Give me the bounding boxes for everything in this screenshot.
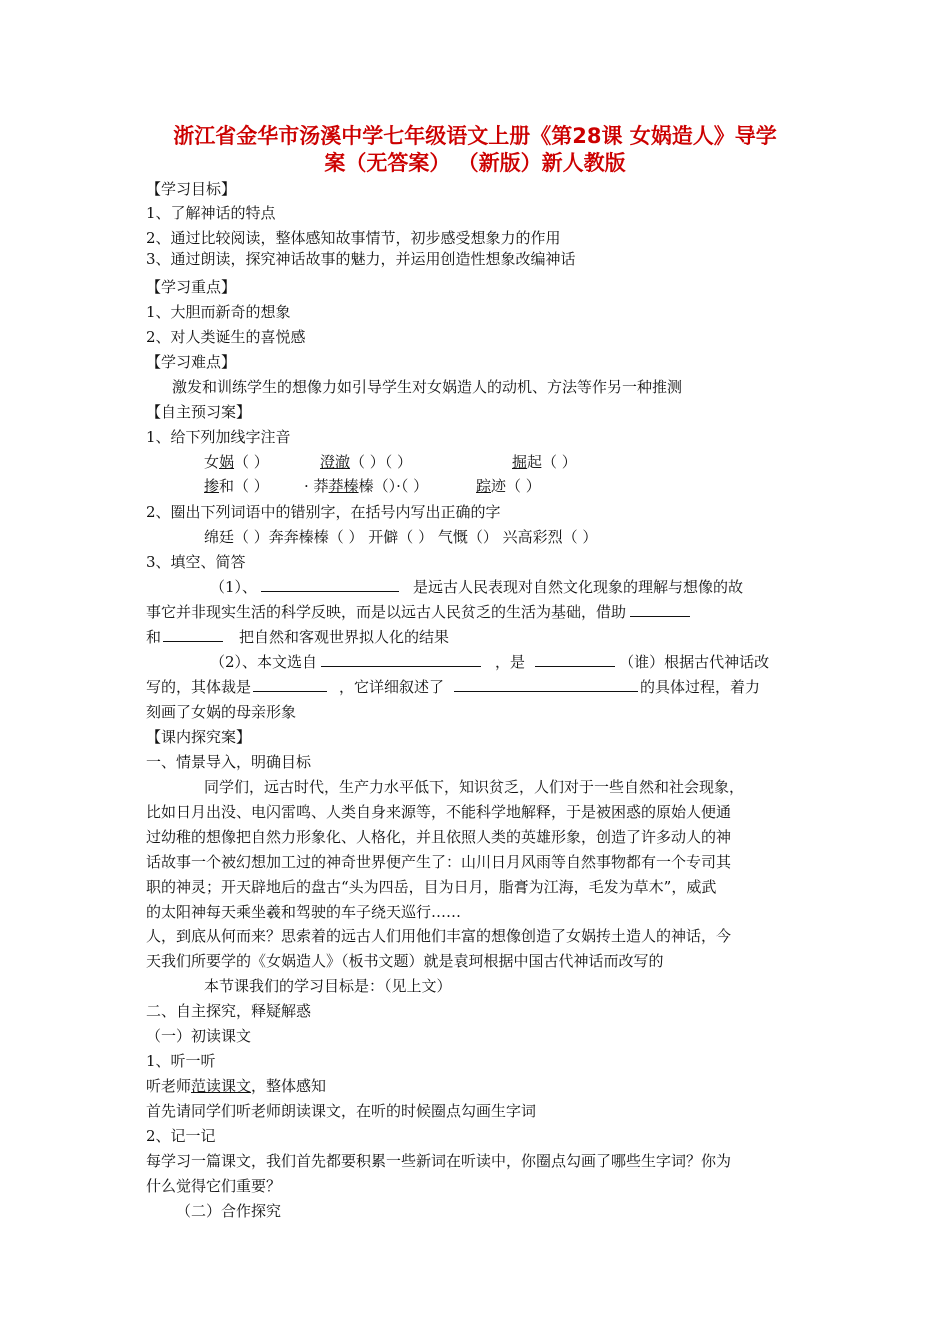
paragraph-line: 职的神灵；开天辟地后的盘古“头为四岳，目为日月，脂膏为江海，毛发为草木”，威武 xyxy=(146,878,717,896)
paragraph-line: 同学们，远古时代，生产力水平低下，知识贫乏，人们对于一些自然和社会现象， xyxy=(204,778,745,796)
focus-item: 2、对人类诞生的喜悦感 xyxy=(146,328,306,346)
subsection-heading: 一、情景导入，明确目标 xyxy=(146,753,312,771)
section-heading-goals: 【学习目标】 xyxy=(146,180,237,198)
step-heading: 2、记一记 xyxy=(146,1127,216,1145)
fill-question-2-cont: 写的，其体裁是 ，它详细叙述了 的具体过程，着力 xyxy=(146,678,761,696)
subsection-heading: （一）初读课文 xyxy=(146,1027,252,1045)
title-line-1: 浙江省金华市汤溪中学七年级语文上册《第28课 女娲造人》导学 xyxy=(173,124,777,148)
paragraph-line: 比如日月出没、电闪雷鸣、人类自身来源等，不能科学地解释，于是被困惑的原始人便通 xyxy=(146,803,732,821)
paragraph-line: 的太阳神每天乘坐羲和驾驶的车子绕天巡行…… xyxy=(146,903,462,921)
document-title xyxy=(130,123,820,177)
subsection-heading: 二、自主探究，释疑解惑 xyxy=(146,1002,312,1020)
step-text: 什么觉得它们重要？ xyxy=(146,1177,282,1195)
paragraph-line: 话故事一个被幻想加工过的神奇世界便产生了：山川日月风雨等自然事物都有一个专司其 xyxy=(146,853,732,871)
step-text: 听老师范读课文，整体感知 xyxy=(146,1077,327,1095)
focus-item: 1、大胆而新奇的想象 xyxy=(146,303,291,321)
preview-question-3: 3、填空、简答 xyxy=(146,553,246,571)
answer-blank[interactable] xyxy=(253,677,327,692)
section-heading-inclass: 【课内探究案】 xyxy=(146,728,252,746)
typo-words: 绵廷（ ）奔奔榛榛（ ） 开僻（ ） 气慨（） 兴高彩烈（ ） xyxy=(204,528,598,546)
word-3: 掘起（ ） xyxy=(512,453,577,471)
answer-blank[interactable] xyxy=(454,677,638,692)
paragraph-line: 过幼稚的想像把自然力形象化、人格化，并且依照人类的英雄形象，创造了许多动人的神 xyxy=(146,828,732,846)
word-4: 掺和（ ） xyxy=(204,477,269,495)
goal-item: 3、通过朗读，探究神话故事的魅力，并运用创造性想象改编神话 xyxy=(146,250,576,268)
word-6: 踪迹（ ） xyxy=(476,477,541,495)
paragraph-line: 本节课我们的学习目标是：（见上文） xyxy=(204,977,452,995)
section-heading-focus: 【学习重点】 xyxy=(146,278,237,296)
section-heading-difficulty: 【学习难点】 xyxy=(146,353,237,371)
fill-question-1: （1）、 是远古人民表现对自然文化现象的理解与想像的故 xyxy=(210,578,744,596)
fill-question-1-cont: 和 把自然和客观世界拟人化的结果 xyxy=(146,628,450,646)
step-heading: 1、听一听 xyxy=(146,1052,216,1070)
answer-blank[interactable] xyxy=(321,652,481,667)
pinyin-row-1 xyxy=(204,452,577,472)
section-heading-preview: 【自主预习案】 xyxy=(146,403,252,421)
goal-item: 2、通过比较阅读，整体感知故事情节，初步感受想象力的作用 xyxy=(146,229,561,247)
word-2: 澄澈（ ）（ ） xyxy=(320,453,413,471)
paragraph-line: 人，到底从何而来？思索着的远古人们用他们丰富的想像创造了女娲抟土造人的神话，今 xyxy=(146,927,732,945)
subsection-heading: （二）合作探究 xyxy=(176,1202,282,1220)
word-5: · 莽莽榛榛（）·（ ） xyxy=(304,477,429,495)
word-1: 女娲（ ） xyxy=(204,453,269,471)
difficulty-text: 激发和训练学生的想像力如引导学生对女娲造人的动机、方法等作另一种推测 xyxy=(172,378,683,396)
preview-question-2: 2、圈出下列词语中的错别字，在括号内写出正确的字 xyxy=(146,503,501,521)
answer-blank[interactable] xyxy=(261,577,399,592)
preview-question-1: 1、给下列加线字注音 xyxy=(146,428,291,446)
paragraph-line: 天我们所要学的《女娲造人》（板书文题）就是袁珂根据中国古代神话而改写的 xyxy=(146,952,664,970)
answer-blank[interactable] xyxy=(163,627,223,642)
answer-blank[interactable] xyxy=(630,602,690,617)
answer-blank[interactable] xyxy=(535,652,615,667)
fill-question-2: （2）、本文选自 ，是 （谁）根据古代神话改 xyxy=(210,653,770,671)
step-text: 首先请同学们听老师朗读课文，在听的时候圈点勾画生字词 xyxy=(146,1102,537,1120)
fill-question-2-cont: 刻画了女娲的母亲形象 xyxy=(146,703,297,721)
title-line-2: 案（无答案） （新版）新人教版 xyxy=(324,151,626,175)
step-text: 每学习一篇课文，我们首先都要积累一些新词在听读中，你圈点勾画了哪些生字词？你为 xyxy=(146,1152,732,1170)
fill-question-1-cont: 事它并非现实生活的科学反映，而是以远古人民贫乏的生活为基础，借助 xyxy=(146,602,690,622)
goal-item: 1、了解神话的特点 xyxy=(146,204,276,222)
pinyin-row-2 xyxy=(204,476,541,496)
